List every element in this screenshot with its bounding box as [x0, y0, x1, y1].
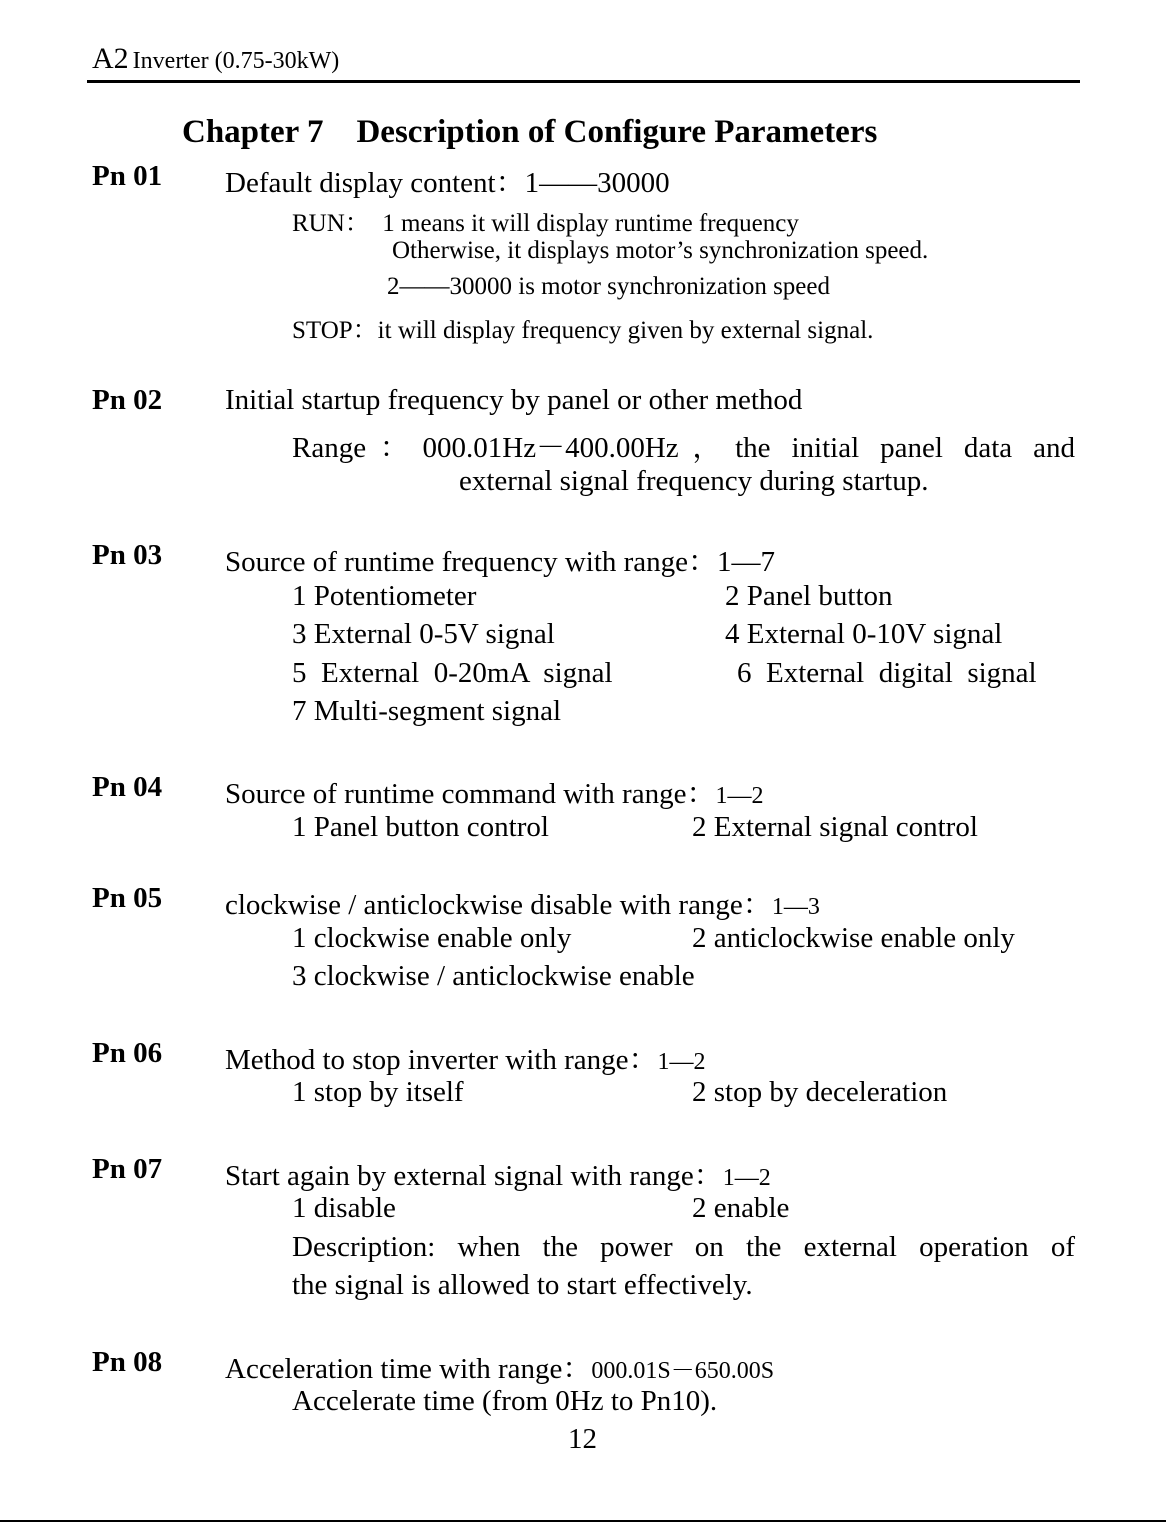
param-line: 2——30000 is motor synchronization speed	[387, 273, 830, 300]
param-line: Accelerate time (from 0Hz to Pn10).	[292, 1385, 718, 1417]
param-id: Pn 01	[92, 160, 163, 192]
header-subtitle: Inverter (0.75-30kW)	[132, 48, 340, 74]
option-item: 4 External 0-10V signal	[725, 618, 1003, 650]
option-item: 2 External signal control	[692, 811, 978, 843]
param-heading: Start again by external signal with range：1—2	[225, 1160, 771, 1192]
param-id: Pn 06	[92, 1037, 163, 1069]
param-line: Range：000.01Hz－400.00Hz，the initial panel data and	[292, 432, 1075, 464]
param-line: Otherwise, it displays motor’s synchronization speed.	[392, 237, 929, 264]
option-item: 1 Panel button control	[292, 811, 549, 843]
param-id: Pn 03	[92, 539, 163, 571]
option-item: 1 disable	[292, 1192, 396, 1224]
header-rule	[87, 80, 1080, 83]
param-range: 1—2	[722, 1165, 771, 1191]
param-heading: clockwise / anticlockwise disable with range：1—3	[225, 889, 820, 921]
footer-rule	[0, 1520, 1166, 1522]
option-item: 3 clockwise / anticlockwise enable	[292, 960, 695, 992]
header-model: A2	[92, 42, 129, 75]
param-line: the signal is allowed to start effectively.	[292, 1269, 753, 1301]
param-line: external signal frequency during startup.	[459, 465, 929, 497]
option-item: 7 Multi-segment signal	[292, 695, 562, 727]
running-header	[92, 42, 339, 76]
param-heading: Default display content：1——30000	[225, 167, 670, 199]
param-heading: Initial startup frequency by panel or other method	[225, 384, 803, 416]
option-item: 3 External 0-5V signal	[292, 618, 555, 650]
param-heading: Source of runtime frequency with range：1—7	[225, 546, 776, 578]
option-item: 6 External digital signal	[737, 657, 1037, 689]
param-range: 1—3	[771, 894, 820, 920]
option-item: 1 Potentiometer	[292, 580, 477, 612]
param-line: Description: when the power on the external operation of	[292, 1231, 1075, 1263]
chapter-title: Chapter 7 Description of Configure Parameters	[182, 114, 878, 150]
option-item: 1 stop by itself	[292, 1076, 464, 1108]
param-heading: Source of runtime command with range：1—2	[225, 778, 764, 810]
param-line: RUN： 1 means it will display runtime frequency	[292, 210, 799, 237]
param-id: Pn 08	[92, 1346, 163, 1378]
option-item: 2 enable	[692, 1192, 790, 1224]
option-item: 5 External 0-20mA signal	[292, 657, 613, 689]
param-heading: Acceleration time with range：000.01S－650.00S	[225, 1353, 775, 1385]
option-item: 2 anticlockwise enable only	[692, 922, 1015, 954]
option-item: 2 stop by deceleration	[692, 1076, 948, 1108]
param-id: Pn 02	[92, 384, 163, 416]
param-id: Pn 05	[92, 882, 163, 914]
param-heading: Method to stop inverter with range：1—2	[225, 1044, 706, 1076]
option-item: 2 Panel button	[725, 580, 893, 612]
option-item: 1 clockwise enable only	[292, 922, 572, 954]
param-range: 1—7	[717, 546, 776, 578]
param-id: Pn 07	[92, 1153, 163, 1185]
page-number: 12	[568, 1423, 597, 1455]
param-range: 1—2	[715, 783, 764, 809]
param-range: 000.01S－650.00S	[591, 1358, 775, 1384]
param-id: Pn 04	[92, 771, 163, 803]
param-line: STOP：it will display frequency given by external signal.	[292, 317, 874, 344]
param-range: 1—2	[657, 1049, 706, 1075]
